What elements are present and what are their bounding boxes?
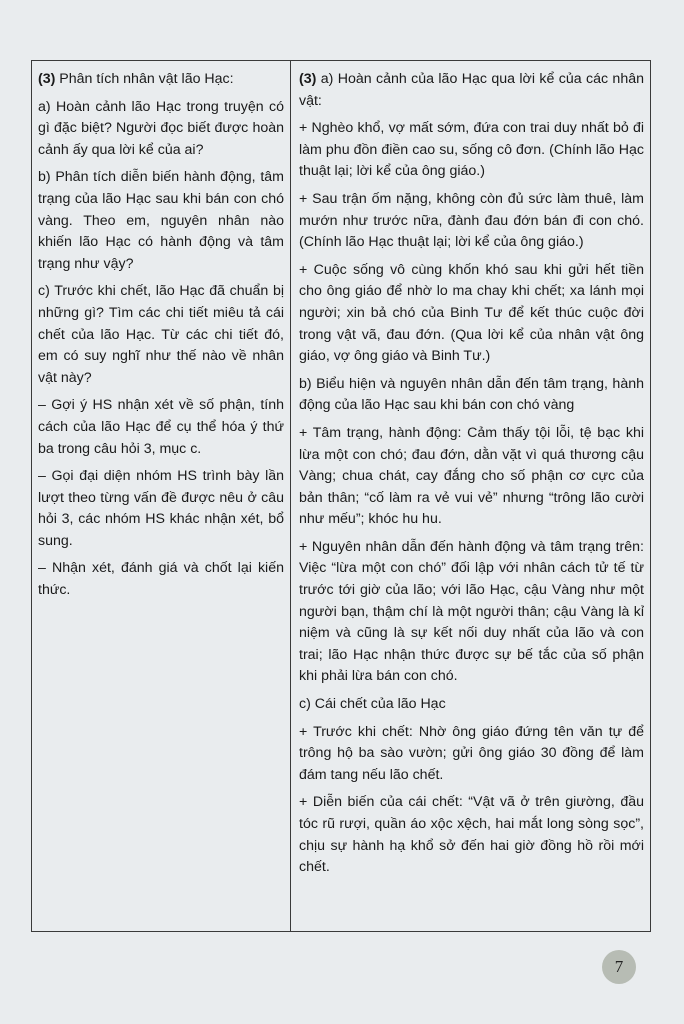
right-paragraph-5: + Tâm trạng, hành động: Cảm thấy tội lỗi, tệ bạc khi lừa một con chó; đau đớn, dằn vặt vì quá thương cậu Vàng; chua chát, cay đắng cho số phận cơ cực của bản thân; “cố làm ra vẻ vui vẻ” nhưng “trông lão cười như mếu”; khóc hu hu. [299, 424, 644, 528]
right-heading [299, 69, 644, 112]
left-heading [38, 69, 284, 91]
right-paragraph-3: + Cuộc sống vô cùng khốn khó sau khi gửi hết tiền cho ông giáo để nhờ lo ma chay khi chết; xa lánh mọi người; xin bả chó của Binh Tư để kết thúc cuộc đời trong vật vã, đau đớn. (Qua lời kể của nhân vật ông giáo, vợ ông giáo và Binh Tư.) [299, 261, 644, 365]
right-paragraph-b: b) Biểu hiện và nguyên nhân dẫn đến tâm trạng, hành động của lão Hạc sau khi bán con chó vàng [299, 375, 644, 414]
right-column [291, 61, 650, 931]
content-table [31, 60, 651, 932]
right-paragraph-1: + Nghèo khổ, vợ mất sớm, đứa con trai duy nhất bỏ đi làm phu đồn điền cao su, sống cô đơn. (Chính lão Hạc thuật lại; lời kể của ông giáo.) [299, 120, 644, 180]
page-number-badge [602, 950, 636, 984]
right-paragraph-2: + Sau trận ốm nặng, không còn đủ sức làm thuê, làm mướn như trước nữa, đành đau đớn bán đi con chó. (Chính lão Hạc thuật lại; lời kể của ông giáo.) [299, 190, 644, 251]
left-paragraph-hint: – Gợi ý HS nhận xét về số phận, tính cách của lão Hạc để cụ thể hóa ý thứ ba trong câu hỏi 3, mục c. [38, 397, 284, 457]
right-paragraph-8: + Trước khi chết: Nhờ ông giáo đứng tên văn tự để trông hộ ba sào vườn; gửi ông giáo 30 đồng để làm đám tang nếu lão chết. [299, 723, 644, 783]
right-paragraph-c: c) Cái chết của lão Hạc [299, 696, 446, 713]
left-paragraph-c: c) Trước khi chết, lão Hạc đã chuẩn bị những gì? Tìm các chi tiết miêu tả cái chết của lão Hạc. Từ các chi tiết đó, em có suy nghĩ như thế nào về nhân vật này? [38, 283, 284, 386]
right-heading-number: (3) [299, 71, 317, 87]
right-paragraph-9: + Diễn biến của cái chết: “Vật vã ở trên giường, đầu tóc rũ rượi, quần áo xộc xệch, hai mắt long sòng sọc”, chịu sự hành hạ khổ sở đến hai giờ đồng hồ rồi mới chết. [299, 794, 644, 876]
left-paragraph-b: b) Phân tích diễn biến hành động, tâm trạng của lão Hạc sau khi bán con chó vàng. Theo em, nguyên nhân nào khiến lão Hạc có hành động và tâm trạng như vậy? [38, 169, 284, 272]
page-number: 7 [614, 957, 624, 976]
left-paragraph-conclude: – Nhận xét, đánh giá và chốt lại kiến thức. [38, 560, 284, 599]
left-column [32, 61, 291, 931]
left-heading-text: Phân tích nhân vật lão Hạc: [55, 71, 234, 87]
left-paragraph-group: – Gọi đại diện nhóm HS trình bày lần lượt theo từng vấn đề được nêu ở câu hỏi 3, các nhóm HS khác nhận xét, bổ sung. [38, 468, 284, 549]
right-paragraph-6: + Nguyên nhân dẫn đến hành động và tâm trạng trên: Việc “lừa một con chó” đối lập với nhân cách tử tế từ trước tới giờ của lão; với lão Hạc, cậu Vàng như một người bạn, thậm chí là một người thân; cậu Vàng là kỉ niệm và cũng là sự kết nối duy nhất của lão và con trai; lão Hạc nhận thức được sự bế tắc của số phận khi phải lừa bán con chó. [299, 538, 644, 685]
right-heading-text: a) Hoàn cảnh của lão Hạc qua lời kể của các nhân vật: [299, 71, 644, 109]
left-paragraph-a: a) Hoàn cảnh lão Hạc trong truyện có gì đặc biệt? Người đọc biết được hoàn cảnh ấy qua lời kể của ai? [38, 98, 284, 158]
left-heading-number: (3) [38, 71, 56, 87]
